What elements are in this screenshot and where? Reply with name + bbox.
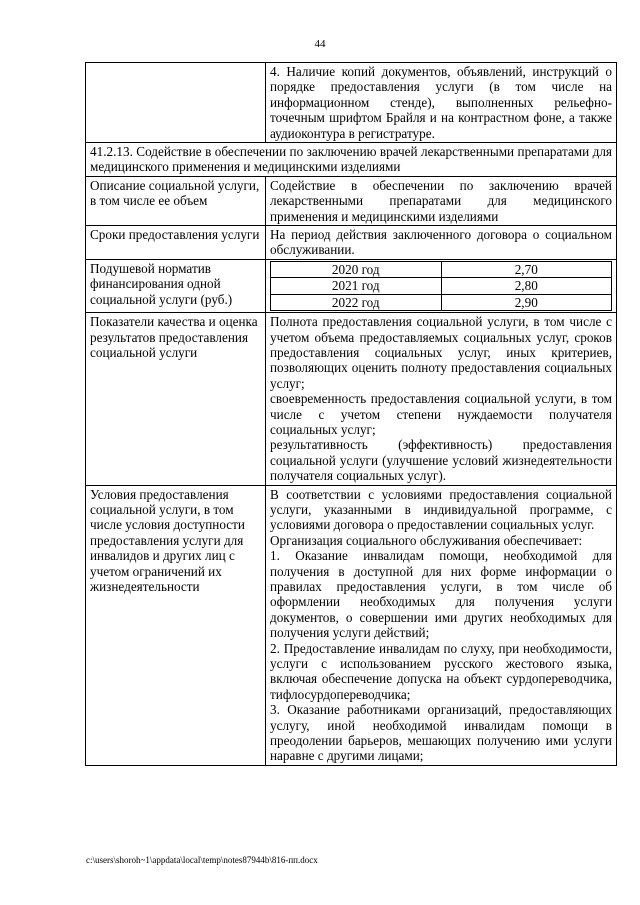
funding-amount: 2,80 — [441, 278, 612, 294]
description-label: Описание социальной услуги, в том числе ее объем — [86, 176, 266, 225]
continuation-row — [86, 63, 617, 143]
continuation-empty-cell — [86, 63, 266, 143]
page-number: 44 — [314, 38, 326, 50]
quality-paragraph: своевременность предоставления социальной услуги, в том числе с учетом степени нуждаемости получателя социальных услуг; — [270, 391, 612, 437]
funding-label: Подушевой норматив финансирования одной социальной услуги (руб.) — [86, 259, 266, 312]
funding-table — [270, 261, 612, 311]
quality-label: Показатели качества и оценка результатов предоставления социальной услуги — [86, 313, 266, 485]
funding-year-row — [271, 278, 612, 294]
conditions-paragraph: Организация социального обслуживания обеспечивает: — [270, 532, 583, 548]
funding-amount: 2,70 — [441, 261, 612, 277]
description-value: Содействие в обеспечении по заключению врачей лекарственными препаратами для медицинского применения и медицинскими изделиями — [266, 176, 617, 225]
section-heading: 41.2.13. Содействие в обеспечении по заключению врачей лекарственными препаратами для медицинского применения и медицинскими изделиями — [86, 143, 617, 177]
conditions-label: Условия предоставления социальной услуги, в том числе условия доступности предоставления услуги для инвалидов и других лиц с учетом ограничений их жизнедеятельности — [86, 485, 266, 765]
service-table — [85, 62, 617, 766]
conditions-row — [86, 485, 617, 765]
conditions-paragraph: 1. Оказание инвалидам помощи, необходимой для получения в доступной для них форме информации о правилах предоставления услуги, в том числе об оформлении необходимых для получения услуги документов, о совершении ими других необходимых для получения услуги действий; — [270, 548, 612, 641]
funding-year: 2021 год — [271, 278, 442, 294]
quality-paragraph: результативность (эффективность) предоставления социальной услуги (улучшение условий жизнедеятельности получателя социальных услуг). — [270, 437, 612, 484]
funding-values-cell — [266, 259, 617, 312]
continuation-text: 4. Наличие копий документов, объявлений, инструкций о порядке предоставления услуги (в том числе на информационном стенде), выполненных рельефно-точечным шрифтом Брайля и на контрастном фоне, а также аудиоконтура в регистратуре. — [266, 63, 617, 143]
funding-year: 2020 год — [271, 261, 442, 277]
conditions-paragraph: 2. Предоставление инвалидам по слуху, при необходимости, услуги с использованием русского жестового языка, включая обеспечение допуска на объект сурдопереводчика, тифлосурдопереводчика; — [270, 640, 612, 702]
section-heading-row — [86, 143, 617, 177]
conditions-paragraph: В соответствии с условиями предоставления социальной услуги, указанными в индивидуальной программе, с условиями договора о предоставлении социальных услуг. — [270, 486, 612, 533]
quality-paragraph: Полнота предоставления социальной услуги, в том числе с учетом объема предоставляемых социальных услуг, сроков предоставления социальных услуг, иных критериев, позволяющих оценить полноту предоставления социальных услуг; — [270, 314, 612, 391]
terms-row — [86, 226, 617, 260]
conditions-paragraph: 3. Оказание работниками организаций, предоставляющих услугу, иной необходимой инвалидам помощи в преодолении барьеров, мешающих получению ими услуги наравне с другими лицами; — [270, 702, 612, 764]
quality-value — [266, 313, 617, 485]
terms-label: Сроки предоставления услуги — [86, 226, 266, 260]
footer-file-path: c:\users\shoroh~1\appdata\local\temp\notes87944b\816-пп.docx — [86, 855, 318, 865]
quality-row — [86, 313, 617, 485]
terms-value: На период действия заключенного договора о социальном обслуживании. — [266, 226, 617, 260]
description-row — [86, 176, 617, 225]
conditions-value — [266, 485, 617, 765]
funding-year: 2022 год — [271, 294, 442, 310]
funding-year-row — [271, 294, 612, 310]
funding-row — [86, 259, 617, 312]
funding-year-row — [271, 261, 612, 277]
funding-amount: 2,90 — [441, 294, 612, 310]
